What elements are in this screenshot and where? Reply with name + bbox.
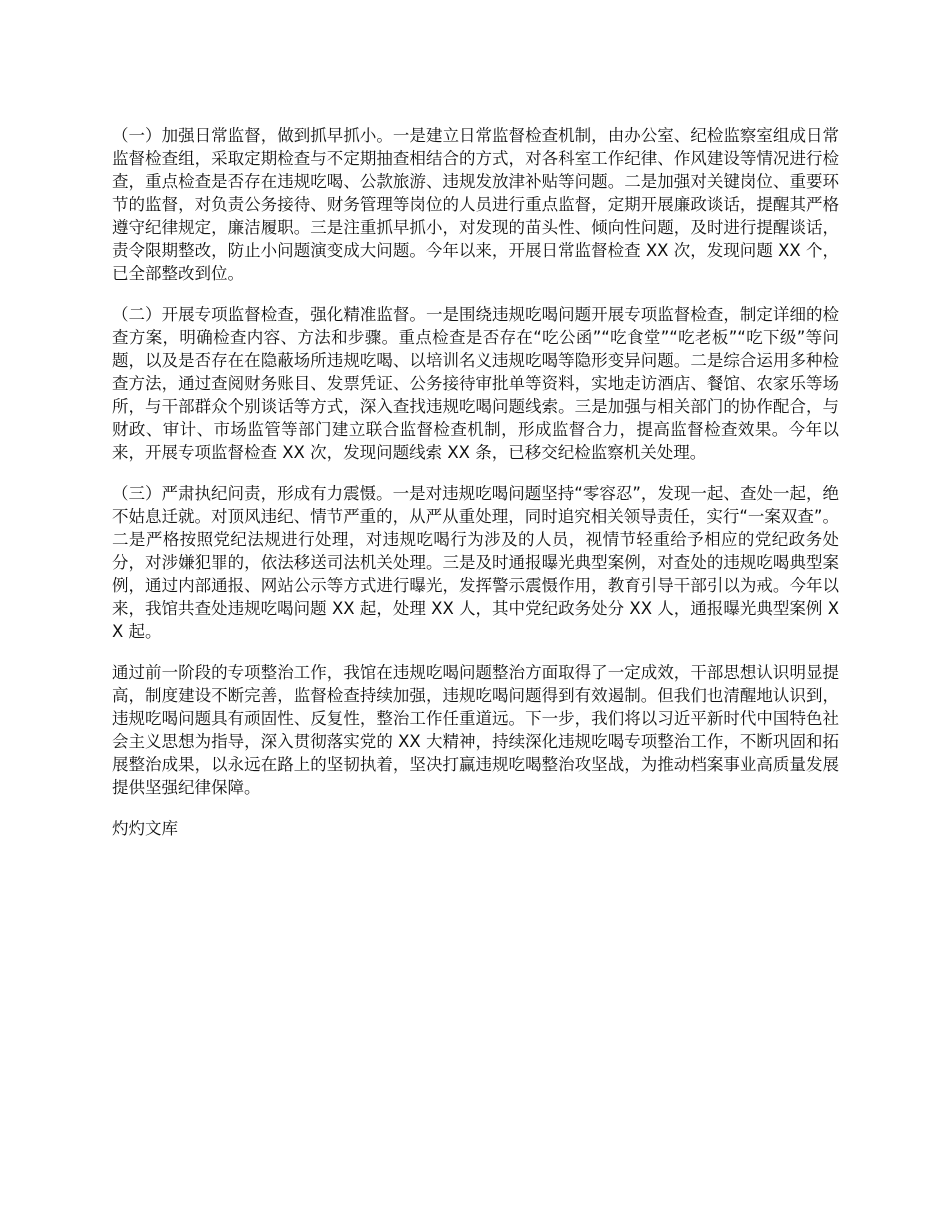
footer-source: 灼灼文库 — [112, 819, 178, 838]
paragraph-summary: 通过前一阶段的专项整治工作，我馆在违规吃喝问题整治方面取得了一定成效，干部思想认识明显提高，制度建设不断完善，监督检查持续加强，违规吃喝问题得到有效遏制。但我们也清醒地认识到，违规吃喝问题具有顽固性、反复性，整治工作任重道远。下一步，我们将以习近平新时代中国特色社会主义思想为指导，深入贯彻落实党的 XX 大精神，持续深化违规吃喝专项整治工作，不断巩固和拓展整治成果，以永远在路上的坚韧执着，坚决打赢违规吃喝整治攻坚战，为推动档案事业高质量发展提供坚强纪律保障。 — [112, 663, 839, 797]
paragraph-daily-supervision: （一）加强日常监督，做到抓早抓小。一是建立日常监督检查机制，由办公室、纪检监察室组成日常监督检查组，采取定期检查与不定期抽查相结合的方式，对各科室工作纪律、作风建设等情况进行检查，重点检查是否存在违规吃喝、公款旅游、违规发放津补贴等问题。二是加强对关键岗位、重要环节的监督，对负责公务接待、财务管理等岗位的人员进行重点监督，定期开展廉政谈话，提醒其严格遵守纪律规定，廉洁履职。三是注重抓早抓小，对发现的苗头性、倾向性问题，及时进行提醒谈话，责令限期整改，防止小问题演变成大问题。今年以来，开展日常监督检查 XX 次，发现问题 XX 个，已全部整改到位。 — [112, 126, 839, 283]
document-page — [112, 124, 839, 840]
paragraph-special-inspection: （二）开展专项监督检查，强化精准监督。一是围绕违规吃喝问题开展专项监督检查，制定详细的检查方案，明确检查内容、方法和步骤。重点检查是否存在“吃公函”“吃食堂”“吃老板”“吃下级”等问题，以及是否存在在隐蔽场所违规吃喝、以培训名义违规吃喝等隐形变异问题。二是综合运用多种检查方法，通过查阅财务账目、发票凭证、公务接待审批单等资料，实地走访酒店、餐馆、农家乐等场所，与干部群众个别谈话等方式，深入查找违规吃喝问题线索。三是加强与相关部门的协作配合，与财政、审计、市场监管等部门建立联合监督检查机制，形成监督合力，提高监督检查效果。今年以来，开展专项监督检查 XX 次，发现问题线索 XX 条，已移交纪检监察机关处理。 — [112, 305, 839, 462]
paragraph-discipline-accountability: （三）严肃执纪问责，形成有力震慑。一是对违规吃喝问题坚持“零容忍”，发现一起、查处一起，绝不姑息迁就。对顶风违纪、情节严重的，从严从重处理，同时追究相关领导责任，实行“一案双查”。二是严格按照党纪法规进行处理，对违规吃喝行为涉及的人员，视情节轻重给予相应的党纪政务处分，对涉嫌犯罪的，依法移送司法机关处理。三是及时通报曝光典型案例，对查处的违规吃喝典型案例，通过内部通报、网站公示等方式进行曝光，发挥警示震慑作用，教育引导干部引以为戒。今年以来，我馆共查处违规吃喝问题 XX 起，处理 XX 人，其中党纪政务处分 XX 人，通报曝光典型案例 XX 起。 — [112, 484, 839, 641]
